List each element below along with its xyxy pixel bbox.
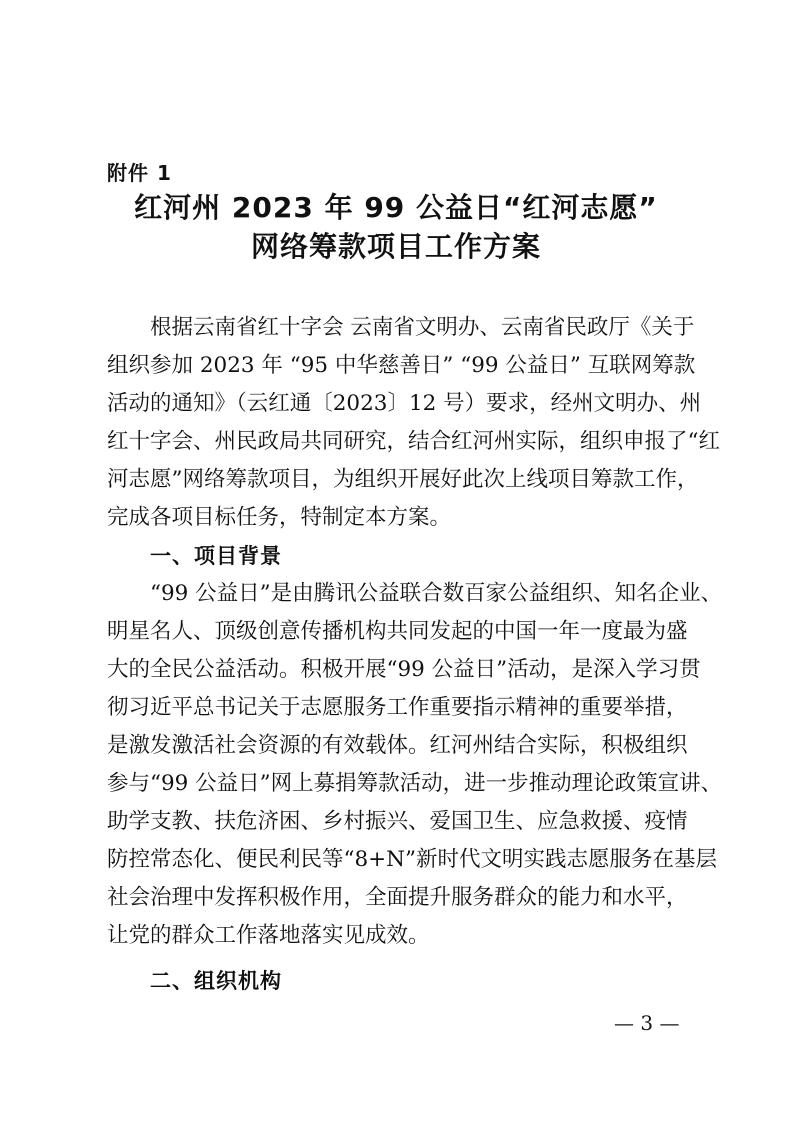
intro-paragraph-line: 河志愿”网络筹款项目，为组织开展好此次上线项目筹款工作， — [107, 467, 699, 492]
attachment-label: 附件 1 — [107, 161, 172, 185]
document-title-line-2: 网络筹款项目工作方案 — [250, 230, 541, 263]
section-heading-organization: 二、组织机构 — [150, 969, 282, 993]
background-paragraph-line: 让党的群众工作落地落实见成效。 — [107, 923, 430, 948]
background-paragraph-line: 参与“99 公益日”网上募捐筹款活动，进一步推动理论政策宣讲、 — [107, 771, 723, 796]
background-paragraph-line: “99 公益日”是由腾讯公益联合数百家公益组织、知名企业、 — [150, 581, 723, 606]
document-title-line-1: 红河州 2023 年 99 公益日“红河志愿” — [134, 191, 658, 224]
intro-paragraph-line: 根据云南省红十字会 云南省文明办、云南省民政厅《关于 — [150, 315, 695, 340]
intro-paragraph-line: 组织参加 2023 年 “95 中华慈善日” “99 公益日” 互联网筹款 — [107, 353, 696, 378]
page-number: — 3 — — [614, 1011, 680, 1035]
background-paragraph-line: 社会治理中发挥积极作用，全面提升服务群众的能力和水平， — [107, 885, 688, 910]
background-paragraph-line: 防控常态化、便民利民等“8+N”新时代文明实践志愿服务在基层 — [107, 847, 717, 872]
intro-paragraph-line: 红十字会、州民政局共同研究，结合红河州实际，组织申报了“红 — [107, 429, 720, 454]
section-heading-background: 一、项目背景 — [150, 544, 282, 568]
background-paragraph-line: 是激发激活社会资源的有效载体。红河州结合实际，积极组织 — [107, 733, 688, 758]
background-paragraph-line: 明星名人、顶级创意传播机构共同发起的中国一年一度最为盛 — [107, 619, 688, 644]
intro-paragraph-line: 活动的通知》（云红通〔2023〕12 号）要求，经州文明办、州 — [107, 391, 702, 416]
background-paragraph-line: 彻习近平总书记关于志愿服务工作重要指示精神的重要举措， — [107, 695, 688, 720]
background-paragraph-line: 助学支教、扶危济困、乡村振兴、爱国卫生、应急救援、疫情 — [107, 809, 688, 834]
background-paragraph-line: 大的全民公益活动。积极开展“99 公益日”活动，是深入学习贯 — [107, 657, 701, 682]
intro-paragraph-line: 完成各项目标任务，特制定本方案。 — [107, 505, 452, 530]
